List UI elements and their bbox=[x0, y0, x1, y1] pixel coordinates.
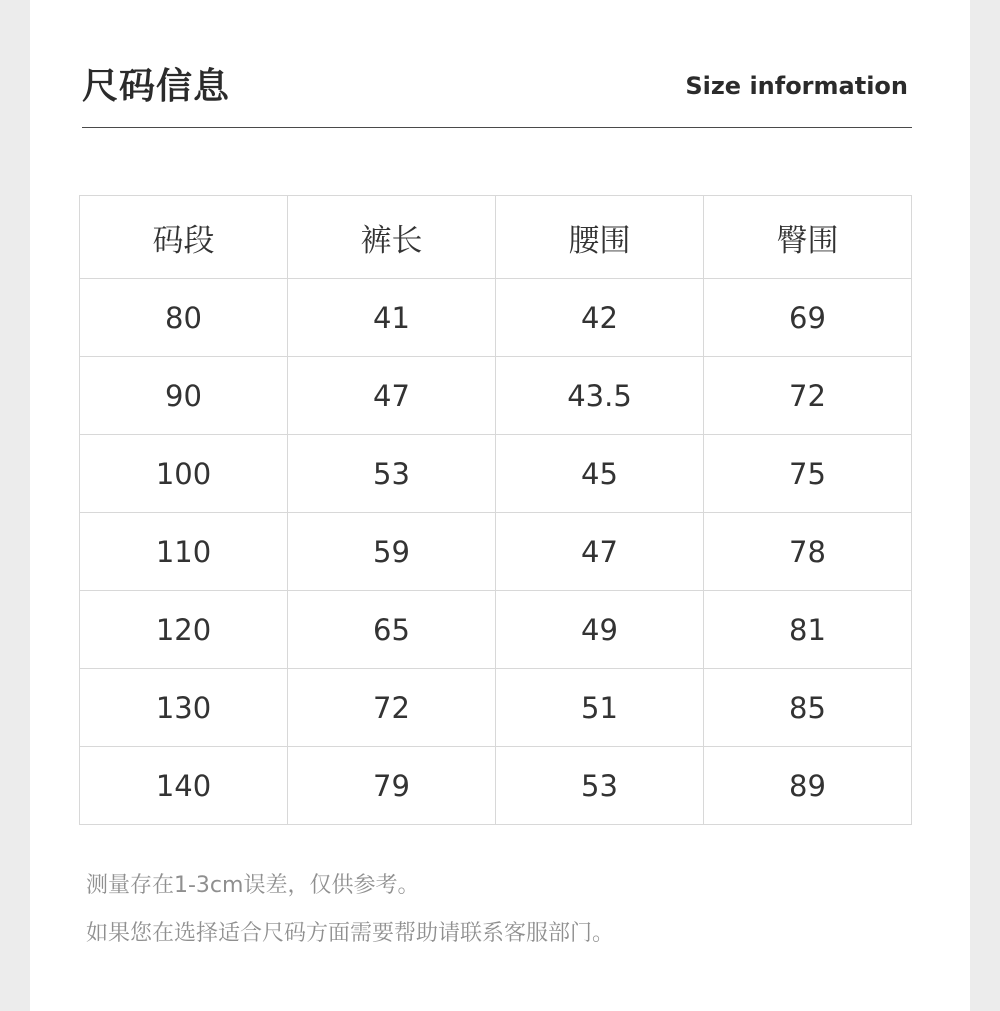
table-cell: 75 bbox=[704, 435, 912, 513]
column-header-hip: 臀围 bbox=[704, 196, 912, 279]
table-cell: 53 bbox=[288, 435, 496, 513]
table-row bbox=[80, 669, 912, 747]
table-cell: 85 bbox=[704, 669, 912, 747]
table-row bbox=[80, 747, 912, 825]
section-header bbox=[82, 55, 912, 128]
table-cell: 49 bbox=[496, 591, 704, 669]
section-title: 尺码信息 bbox=[82, 66, 231, 107]
column-header-waist: 腰围 bbox=[496, 196, 704, 279]
table-cell: 69 bbox=[704, 279, 912, 357]
table-cell: 65 bbox=[288, 591, 496, 669]
column-header-size: 码段 bbox=[80, 196, 288, 279]
table-cell: 78 bbox=[704, 513, 912, 591]
size-table bbox=[79, 195, 912, 825]
note-contact-service: 如果您在选择适合尺码方面需要帮助请联系客服部门。 bbox=[86, 921, 615, 946]
table-cell: 59 bbox=[288, 513, 496, 591]
table-cell: 120 bbox=[80, 591, 288, 669]
table-header-row bbox=[80, 196, 912, 279]
table-cell: 51 bbox=[496, 669, 704, 747]
table-cell: 47 bbox=[496, 513, 704, 591]
note-measurement-error: 测量存在1-3cm误差，仅供参考。 bbox=[86, 873, 420, 898]
table-cell: 110 bbox=[80, 513, 288, 591]
table-cell: 45 bbox=[496, 435, 704, 513]
table-row bbox=[80, 279, 912, 357]
table-cell: 100 bbox=[80, 435, 288, 513]
table-cell: 47 bbox=[288, 357, 496, 435]
notes bbox=[86, 866, 614, 962]
table-cell: 130 bbox=[80, 669, 288, 747]
table-row bbox=[80, 513, 912, 591]
table-cell: 81 bbox=[704, 591, 912, 669]
table-cell: 140 bbox=[80, 747, 288, 825]
size-info-panel bbox=[30, 0, 970, 1011]
table-cell: 79 bbox=[288, 747, 496, 825]
table-row bbox=[80, 591, 912, 669]
section-subtitle-en: Size information bbox=[685, 72, 908, 100]
table-row bbox=[80, 435, 912, 513]
table-cell: 41 bbox=[288, 279, 496, 357]
column-header-pants-length: 裤长 bbox=[288, 196, 496, 279]
table-cell: 89 bbox=[704, 747, 912, 825]
table-cell: 53 bbox=[496, 747, 704, 825]
table-cell: 80 bbox=[80, 279, 288, 357]
table-cell: 72 bbox=[704, 357, 912, 435]
table-cell: 43.5 bbox=[496, 357, 704, 435]
table-cell: 72 bbox=[288, 669, 496, 747]
table-cell: 42 bbox=[496, 279, 704, 357]
table-row bbox=[80, 357, 912, 435]
table-cell: 90 bbox=[80, 357, 288, 435]
